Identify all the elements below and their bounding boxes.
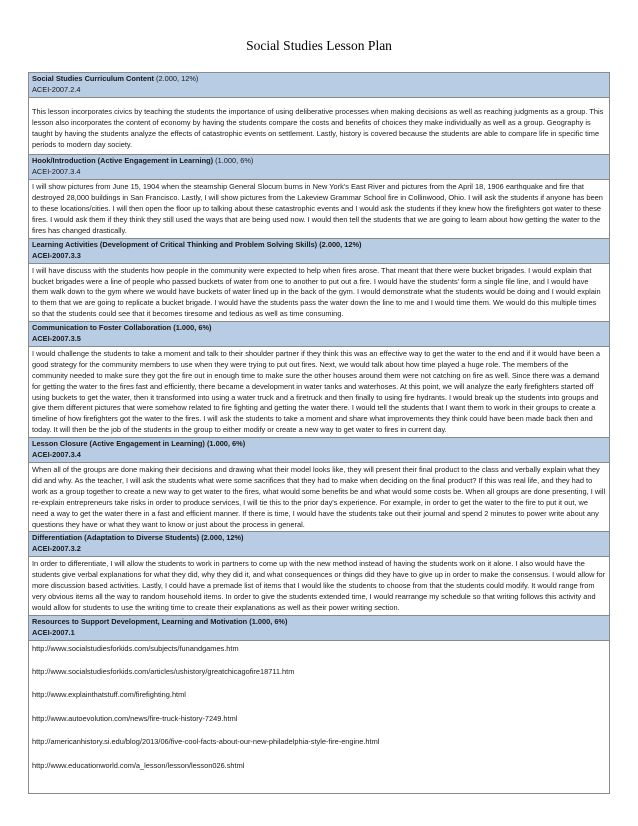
section-header-row	[29, 322, 610, 347]
standard-code: ACEI-2007.3.5	[32, 334, 81, 344]
section-header-row	[29, 615, 610, 640]
section-header	[29, 532, 610, 557]
section-heading: Hook/Introduction (Active Engagement in Learning)	[32, 156, 214, 166]
standard-code: ACEI-2007.1	[32, 627, 75, 637]
section-body-row	[29, 263, 610, 322]
section-body-row	[29, 180, 610, 239]
section-body-row	[29, 640, 610, 793]
resource-link[interactable]: http://www.socialstudiesforkids.com/articles/ushistory/greatchicagofire18711.htm	[32, 666, 295, 676]
standard-code: ACEI-2007.2.4	[32, 84, 81, 94]
section-body-row	[29, 97, 610, 155]
standard-code: ACEI-2007.3.4	[32, 450, 81, 460]
section-weight: (2.000, 12%)	[156, 74, 199, 83]
section-header-row	[29, 532, 610, 557]
section-text: I will show pictures from June 15, 1904 when the steamship General Slocum burns in New York's East River and pictures from the April 18, 1906 earthquake and fire that destroyed 28,000 buildings in San Francisco. Lastly, I will show pictures from the Lakeview Grammar School fire in Collinwood, Ohio. I will ask the students if anyone has been to these locations/cities. I will then open the floor up to talking about these catastrophic events and I would ask the students if they knew how the firefighters got water to these fires. I would ask them if they think they still used the ways that are being used now. I would then tell the students that we are going to learn about how getting the water to the fires has changed drastically.	[29, 180, 610, 239]
section-weight: (1.000, 6%)	[173, 323, 212, 333]
resource-link[interactable]: http://americanhistory.si.edu/blog/2013/06/five-cool-facts-about-our-new-philadelphia-style-fire-engine.html	[32, 737, 380, 747]
section-text: I will have discuss with the students how people in the community were expected to help when fires arose. That meant that there were bucket brigades. I would explain that bucket brigades were a line of people who passed buckets of water from one to another to put out a fire. I would have the students' form a single file line, and I would have them walk down to the gym where we would have buckets of water lined up in the back of the gym. I would demonstrate what the students would be doing and I would explain to them that we are going to replicate a bucket brigade. I would have the students pass the water down the line to me and I would time them. We would do this multiple times so that the students could see that it becomes tiresome and tedious as well as time consuming.	[29, 263, 610, 322]
standard-code: ACEI-2007.3.3	[32, 250, 81, 260]
section-header	[29, 615, 610, 640]
section-body-row	[29, 463, 610, 532]
section-text: This lesson incorporates civics by teaching the students the importance of using deliberative processes when making decisions as well as reaching judgments as a group. This lesson also incorporates the content of economy by having the students compare the costs and benefits of choices they make individually as well as a group. Geography is taught by having the students analyze the effects of catastrophic events on settlement. Lastly, history is covered because the students are able to compare life in specific time periods to modern day society.	[29, 97, 610, 155]
section-header-row	[29, 155, 610, 180]
section-header	[29, 73, 610, 98]
section-header	[29, 155, 610, 180]
section-header	[29, 322, 610, 347]
section-header-row	[29, 238, 610, 263]
resource-links	[29, 640, 610, 793]
section-weight: (1.000, 6%)	[206, 439, 246, 449]
section-body-row	[29, 557, 610, 616]
resource-link[interactable]: http://www.educationworld.com/a_lesson/lesson/lesson026.shtml	[32, 760, 245, 770]
section-weight: (2.000, 12%)	[319, 239, 362, 249]
document-title: Social Studies Lesson Plan	[246, 38, 392, 53]
resource-link[interactable]: http://www.autoevolution.com/news/fire-truck-history-7249.html	[32, 713, 238, 723]
lesson-plan-table	[28, 72, 610, 794]
section-weight: (2.000, 12%)	[201, 533, 244, 543]
resource-link[interactable]: http://www.socialstudiesforkids.com/subjects/funandgames.htm	[32, 643, 239, 653]
resource-link[interactable]: http://www.explainthatstuff.com/firefighting.html	[32, 690, 186, 700]
section-heading: Differentiation (Adaptation to Diverse Students)	[32, 533, 200, 543]
section-text: In order to differentiate, I will allow the students to work in partners to come up with the new method instead of having the students work on it alone. I also would have the students give verbal explanations for what they did, why they did it, and what consequences or things did they have to give up in order to make the consensus. I would allow for more discussion based activities. Lastly, I could have a premade list of items that I would like the students to choose from that the students could modify. It would range from very obvious items all the way to random household items. In order to give the students extended time, I would rearrange my schedule so that writing follows this activity and would allow for students to use the writing time to create their explanations as well as their power writing section.	[29, 557, 610, 616]
section-weight: (1.000, 6%)	[215, 156, 254, 166]
section-text: When all of the groups are done making their decisions and drawing what their model looks like, they will present their final product to the class and verbally explain what they did and why. As the teacher, I will ask the students what were some sacrifices that they had to make when deciding on the final product? If this was real life, and they had to work as a group together to create a new way to get water to the fires, what would some benefits be and what would some costs be. When all groups are done presenting, I will re-explain entrepreneurs take risks in order to produce services, I will tie this to the prior day's experience. For example, in order to get the water to the fire to put it out, we need a way to get the water there in a fast and efficient manner. If there is time, I would have the students take out their journal and spend 2 minutes to power write about any questions they have or what they want to know or just about the process in general.	[29, 463, 610, 532]
section-weight: (1.000, 6%)	[249, 616, 288, 626]
section-header-row	[29, 73, 610, 98]
section-heading: Learning Activities (Development of Critical Thinking and Problem Solving Skills)	[32, 239, 318, 249]
section-header	[29, 238, 610, 263]
section-body-row	[29, 346, 610, 437]
standard-code: ACEI-2007.3.4	[32, 167, 81, 177]
section-header-row	[29, 438, 610, 463]
section-text: I would challenge the students to take a moment and talk to their shoulder partner if they think this was an effective way to get the water to the end and if it would have been a good strategy for the community members to use when they were trying to put out fires. Next, we would talk about how time played a huge role. The members of the community needed to make sure they got the fire out in enough time to make sure the other houses around them were not catching on fire as well. Since there was a demand for getting the water to the fires fast and efficiently, there became a development in water tanks and waterhoses. At this point, we will analyze the early firefighters started off using buckets to get the water, then it transformed into using a water truck and a firetruck and then finally to using fire hydrants. I would break up the students into groups and give them different pictures that were somehow related to fire fighting and getting the water there. I would tell the students that I want them to work in their groups to create a timeline of how firefighters got the water to the fires. I will ask the students to take a moment and share what improvements they think could have been made back then and today. It will then be the job of the students in the group to either modify or create a new way to get water to fires in current day.	[29, 346, 610, 437]
section-heading: Communication to Foster Collaboration	[32, 323, 172, 333]
section-heading: Resources to Support Development, Learning and Motivation	[32, 616, 248, 626]
section-heading: Lesson Closure (Active Engagement in Learning)	[32, 439, 205, 449]
section-heading: Social Studies Curriculum Content	[32, 74, 154, 83]
section-header	[29, 438, 610, 463]
standard-code: ACEI-2007.3.2	[32, 544, 81, 554]
